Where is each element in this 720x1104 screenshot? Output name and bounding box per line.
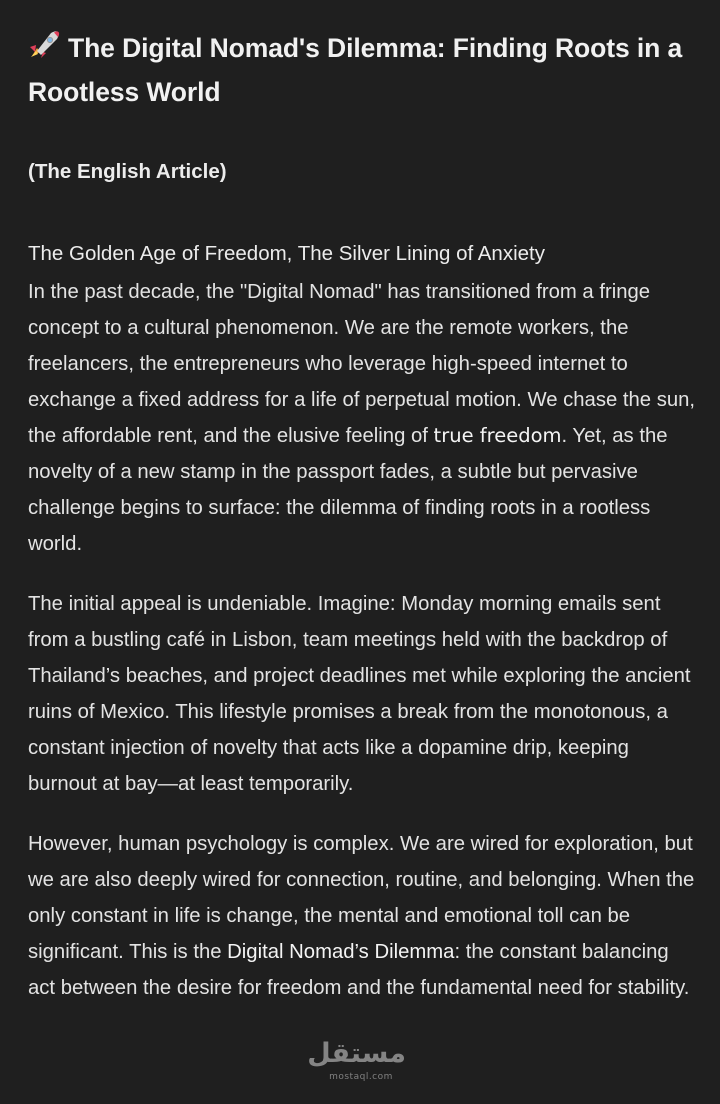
article-subtitle: (The English Article) bbox=[28, 160, 227, 183]
watermark-subtext: mostaql.com bbox=[329, 1072, 393, 1082]
paragraph-1-text: In the past decade, the "Digital Nomad" has transitioned from a fringe concept to a cultural phenomenon. We are the remote workers, the freelancers, the entrepreneurs who leverage high-speed internet to exchange a fixed address for a life of perpetual motion. We chase the sun, the affordable rent, and the elusive feeling of bbox=[28, 281, 696, 447]
paragraph-2: The initial appeal is undeniable. Imagine: Monday morning emails sent from a bustling café in Lisbon, team meetings held with the backdrop of Thailand’s beaches, and project deadlines met while exploring the ancient ruins of Mexico. This lifestyle promises a break from the monotonous, a constant injection of novelty that acts like a dopamine drip, keeping burnout at bay—at least temporarily. bbox=[28, 593, 691, 795]
paragraph-1 bbox=[28, 274, 700, 562]
paragraph-3-emphasis: Digital Nomad’s Dilemma bbox=[227, 941, 455, 963]
article bbox=[28, 26, 700, 1006]
rocket-icon bbox=[28, 30, 62, 60]
paragraph-1-text-end: . Yet, as the novelty of a new stamp in the passport fades, a subtle but pervasive challenge begins to surface: the dilemma of finding roots in a rootless world. bbox=[28, 425, 668, 555]
watermark-text: مستقل bbox=[307, 1038, 406, 1069]
article-title-text: The Digital Nomad's Dilemma: Finding Roots in a Rootless World bbox=[28, 33, 683, 107]
paragraph-3-text: However, human psychology is complex. We are wired for exploration, but we are also deeply wired for connection, routine, and belonging. When the only constant in life is change, the mental and emotional toll can be significant. This is the bbox=[28, 833, 695, 963]
paragraph-3-text-end: : the constant balancing act between the desire for freedom and the fundamental need for stability. bbox=[28, 941, 690, 999]
article-title bbox=[28, 26, 700, 114]
watermark-logo bbox=[307, 1036, 406, 1092]
paragraph-1-emphasis: true freedom bbox=[433, 424, 562, 447]
paragraph-3 bbox=[28, 826, 700, 1006]
section-heading: The Golden Age of Freedom, The Silver Lining of Anxiety bbox=[28, 242, 545, 265]
